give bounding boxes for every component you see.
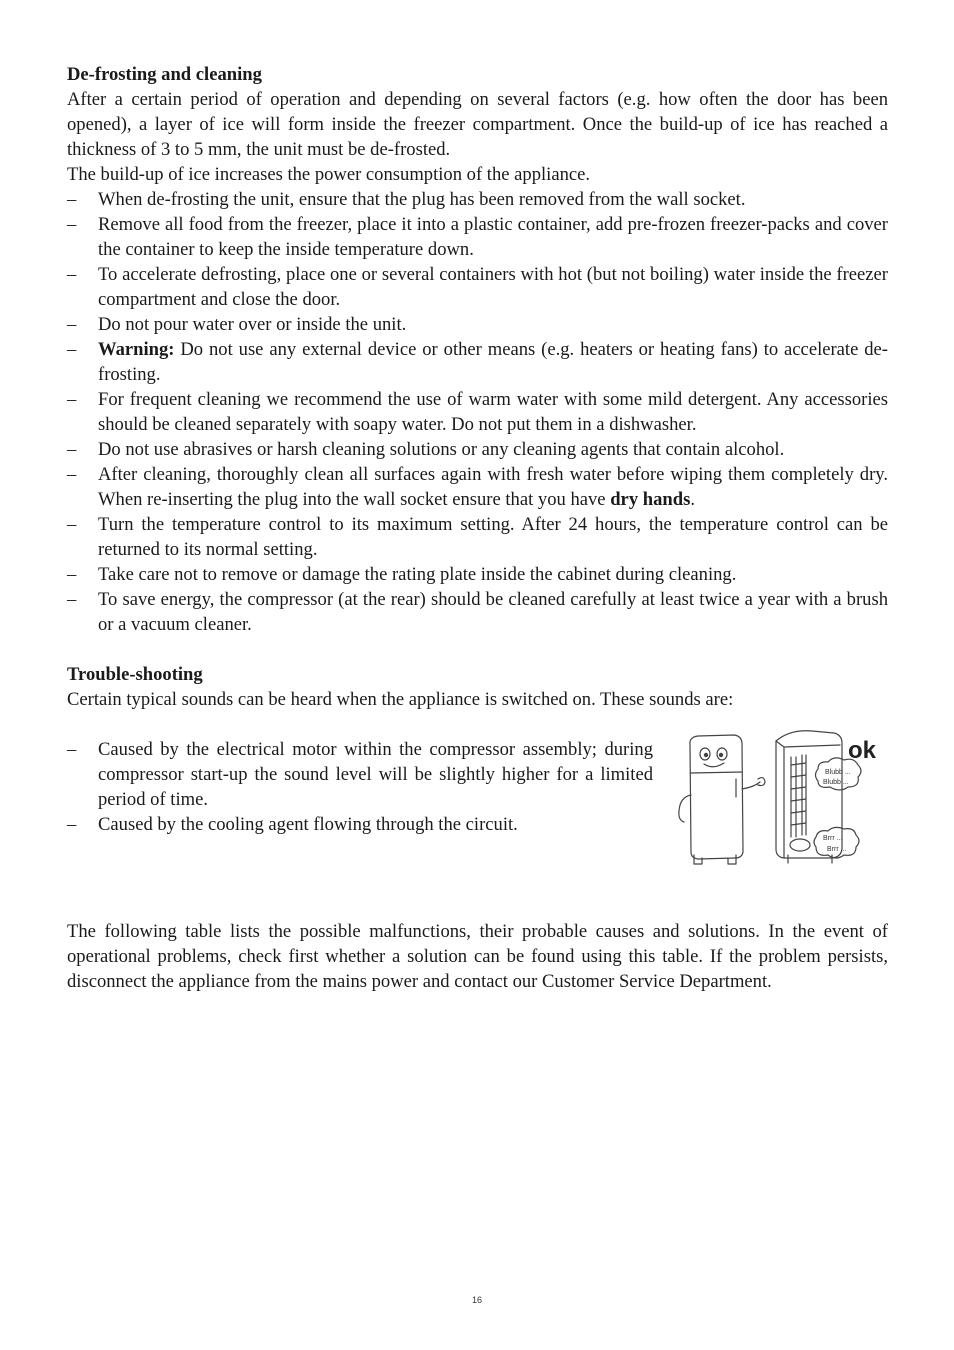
defrost-intro: After a certain period of operation and depending on several factors (e.g. how often the door has been opened), a layer of ice will form inside the freezer compartment. Once the build-up of ice has reached a thickness of 3 to 5 mm, the unit must be de-frosted. [67, 89, 888, 160]
blubb-sound-label: Blubb ... [823, 779, 849, 786]
page-content [67, 62, 888, 994]
list-item: – Do not pour water over or inside the unit. [67, 314, 407, 335]
warning-item: – Warning: Do not use any external device or other means (e.g. heaters or heating fans) to accelerate de-frosting. [67, 339, 888, 385]
page-number: 16 [471, 1295, 482, 1305]
dash-bullet: – [67, 564, 77, 585]
brrr-sound-label: Brrr ... [827, 846, 847, 853]
list-item: – Do not use abrasives or harsh cleaning solutions or any cleaning agents that contain alcohol. [67, 439, 785, 460]
blubb-sound-label: Blubb ... [825, 769, 851, 776]
trouble-heading: Trouble-shooting [67, 664, 203, 685]
dash-bullet: – [67, 214, 77, 235]
list-item: – For frequent cleaning we recommend the use of warm water with some mild detergent. Any accessories should be cleaned separately with soapy water. Do not put them in a dishwasher. [67, 389, 888, 435]
list-item: – Take care not to remove or damage the rating plate inside the cabinet during cleaning. [67, 564, 737, 585]
ok-label: ok [848, 737, 877, 764]
dry-hands-emphasis: dry hands [610, 489, 691, 510]
sounds-section [67, 737, 888, 869]
list-item: – To save energy, the compressor (at the rear) should be cleaned carefully at least twice a year with a brush or a vacuum cleaner. [67, 589, 888, 635]
dash-bullet: – [67, 589, 77, 610]
dash-bullet: – [67, 264, 77, 285]
warning-label: Warning: [98, 339, 175, 360]
defrost-list [67, 187, 888, 637]
dash-bullet: – [67, 464, 77, 485]
trouble-intro: Certain typical sounds can be heard when the appliance is switched on. These sounds are: [67, 689, 734, 710]
dash-bullet: – [67, 514, 77, 535]
list-item: – Remove all food from the freezer, place it into a plastic container, add pre-frozen freezer-packs and cover the container to keep the inside temperature down. [67, 214, 888, 260]
after-cleaning-item: – After cleaning, thoroughly clean all surfaces again with fresh water before wiping them completely dry. When re-inserting the plug into the wall socket ensure that you have dry hands. [67, 464, 888, 510]
brrr-sound-label: Brrr ... [823, 835, 843, 842]
defrost-intro-2: The build-up of ice increases the power consumption of the appliance. [67, 164, 591, 185]
dash-bullet: – [67, 339, 77, 360]
list-item: – Caused by the electrical motor within the compressor assembly; during compressor start-up the sound level will be slightly higher for a limited period of time. [67, 739, 653, 810]
trouble-closing-paragraph: The following table lists the possible malfunctions, their probable causes and solutions. In the event of operational problems, check first whether a solution can be found using this table. If the problem persists, disconnect the appliance from the mains power and contact our Customer Service Department. [67, 921, 888, 992]
dash-bullet: – [67, 814, 77, 835]
dash-bullet: – [67, 389, 77, 410]
fridge-cartoon-illustration [672, 727, 888, 869]
dash-bullet: – [67, 439, 77, 460]
dash-bullet: – [67, 314, 77, 335]
spacer [67, 894, 888, 919]
list-item: – Turn the temperature control to its maximum setting. After 24 hours, the temperature control can be returned to its normal setting. [67, 514, 888, 560]
sounds-list [67, 737, 653, 837]
list-item: – Caused by the cooling agent flowing through the circuit. [67, 814, 518, 835]
dash-bullet: – [67, 739, 77, 760]
defrost-heading: De-frosting and cleaning [67, 64, 262, 85]
list-item: – When de-frosting the unit, ensure that the plug has been removed from the wall socket. [67, 189, 746, 210]
spacer [67, 637, 888, 662]
list-item: – To accelerate defrosting, place one or several containers with hot (but not boiling) water inside the freezer compartment and close the door. [67, 264, 888, 310]
spacer [67, 869, 888, 894]
dash-bullet: – [67, 189, 77, 210]
